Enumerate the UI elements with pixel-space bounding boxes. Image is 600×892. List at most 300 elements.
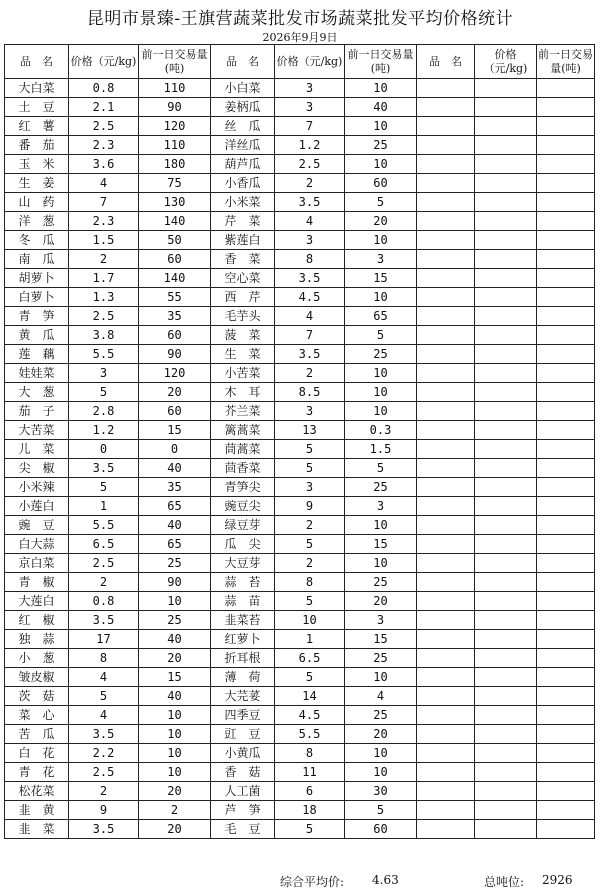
item-price-cell: 6 xyxy=(275,782,345,801)
table-row xyxy=(5,516,595,535)
empty-cell xyxy=(537,364,595,383)
item-volume-cell: 25 xyxy=(345,478,417,497)
table-row xyxy=(5,478,595,497)
item-price-cell: 2.3 xyxy=(69,212,139,231)
table-row xyxy=(5,725,595,744)
report-date: 2026年9月9日 xyxy=(262,31,338,44)
item-name-cell: 葫芦瓜 xyxy=(211,155,275,174)
empty-cell xyxy=(475,269,537,288)
empty-cell xyxy=(475,630,537,649)
item-volume-cell: 20 xyxy=(345,725,417,744)
empty-cell xyxy=(417,212,475,231)
item-price-cell: 2.5 xyxy=(69,763,139,782)
item-price-cell: 4 xyxy=(69,174,139,193)
item-volume-cell: 10 xyxy=(345,516,417,535)
empty-cell xyxy=(417,478,475,497)
total-tonnage-label: 总吨位: xyxy=(484,875,525,889)
item-price-cell: 11 xyxy=(275,763,345,782)
item-price-cell: 4 xyxy=(275,307,345,326)
item-volume-cell: 65 xyxy=(345,307,417,326)
item-price-cell: 8.5 xyxy=(275,383,345,402)
item-price-cell: 3 xyxy=(275,79,345,98)
average-price-value: 4.63 xyxy=(372,873,399,887)
item-volume-cell: 60 xyxy=(139,326,211,345)
item-volume-cell: 10 xyxy=(345,668,417,687)
header-name-3: 品 名 xyxy=(417,45,475,79)
empty-cell xyxy=(475,706,537,725)
item-volume-cell: 20 xyxy=(345,592,417,611)
item-price-cell: 1.2 xyxy=(69,421,139,440)
item-name-cell: 尖 椒 xyxy=(5,459,69,478)
item-volume-cell: 35 xyxy=(139,478,211,497)
item-volume-cell: 10 xyxy=(139,592,211,611)
item-volume-cell: 60 xyxy=(139,402,211,421)
empty-cell xyxy=(475,592,537,611)
item-price-cell: 2 xyxy=(275,516,345,535)
table-row xyxy=(5,668,595,687)
item-name-cell: 大豆芽 xyxy=(211,554,275,573)
empty-cell xyxy=(475,668,537,687)
empty-cell xyxy=(417,459,475,478)
table-row xyxy=(5,326,595,345)
empty-cell xyxy=(537,535,595,554)
empty-cell xyxy=(475,497,537,516)
item-name-cell: 山 药 xyxy=(5,193,69,212)
empty-cell xyxy=(475,155,537,174)
average-price-label: 综合平均价: xyxy=(280,875,345,889)
item-name-cell: 韭 黄 xyxy=(5,801,69,820)
item-volume-cell: 15 xyxy=(139,668,211,687)
item-volume-cell: 30 xyxy=(345,782,417,801)
item-price-cell: 1 xyxy=(275,630,345,649)
empty-cell xyxy=(417,79,475,98)
item-name-cell: 蒜 苔 xyxy=(211,573,275,592)
empty-cell xyxy=(417,231,475,250)
item-price-cell: 6.5 xyxy=(69,535,139,554)
item-name-cell: 小黄瓜 xyxy=(211,744,275,763)
item-name-cell: 豌 豆 xyxy=(5,516,69,535)
item-price-cell: 3 xyxy=(275,98,345,117)
item-price-cell: 10 xyxy=(275,611,345,630)
item-name-cell: 西 芹 xyxy=(211,288,275,307)
empty-cell xyxy=(417,402,475,421)
item-name-cell: 大苦菜 xyxy=(5,421,69,440)
item-volume-cell: 10 xyxy=(345,117,417,136)
item-price-cell: 1.5 xyxy=(69,231,139,250)
empty-cell xyxy=(417,98,475,117)
header-price-3: 价格（元/kg) xyxy=(475,45,537,79)
item-volume-cell: 15 xyxy=(345,630,417,649)
empty-cell xyxy=(537,269,595,288)
item-name-cell: 丝 瓜 xyxy=(211,117,275,136)
item-price-cell: 2 xyxy=(69,782,139,801)
empty-cell xyxy=(475,326,537,345)
item-price-cell: 3.5 xyxy=(275,193,345,212)
empty-cell xyxy=(417,307,475,326)
empty-cell xyxy=(417,364,475,383)
item-volume-cell: 90 xyxy=(139,345,211,364)
item-volume-cell: 10 xyxy=(139,744,211,763)
item-volume-cell: 20 xyxy=(139,820,211,839)
item-volume-cell: 65 xyxy=(139,535,211,554)
item-name-cell: 白大蒜 xyxy=(5,535,69,554)
item-price-cell: 2.5 xyxy=(69,117,139,136)
empty-cell xyxy=(475,288,537,307)
item-name-cell: 绿豆芽 xyxy=(211,516,275,535)
item-volume-cell: 3 xyxy=(345,611,417,630)
item-volume-cell: 15 xyxy=(345,535,417,554)
item-volume-cell: 25 xyxy=(345,136,417,155)
empty-cell xyxy=(417,383,475,402)
empty-cell xyxy=(537,497,595,516)
empty-cell xyxy=(475,516,537,535)
empty-cell xyxy=(537,383,595,402)
table-row xyxy=(5,649,595,668)
table-row xyxy=(5,706,595,725)
table-row xyxy=(5,383,595,402)
item-volume-cell: 120 xyxy=(139,364,211,383)
empty-cell xyxy=(417,250,475,269)
item-name-cell: 苦 瓜 xyxy=(5,725,69,744)
empty-cell xyxy=(537,763,595,782)
page-title: 昆明市景臻-王旗营蔬菜批发市场蔬菜批发平均价格统计 xyxy=(86,9,514,29)
item-name-cell: 薄 荷 xyxy=(211,668,275,687)
empty-cell xyxy=(417,782,475,801)
item-name-cell: 篱蒿菜 xyxy=(211,421,275,440)
table-row xyxy=(5,269,595,288)
item-price-cell: 5 xyxy=(275,440,345,459)
item-volume-cell: 60 xyxy=(345,820,417,839)
item-name-cell: 菜 心 xyxy=(5,706,69,725)
header-volume-2: 前一日交易量(吨) xyxy=(345,45,417,79)
item-name-cell: 紫莲白 xyxy=(211,231,275,250)
empty-cell xyxy=(417,725,475,744)
item-volume-cell: 140 xyxy=(139,269,211,288)
item-name-cell: 茄 子 xyxy=(5,402,69,421)
table-row xyxy=(5,554,595,573)
item-price-cell: 4 xyxy=(275,212,345,231)
empty-cell xyxy=(537,212,595,231)
empty-cell xyxy=(537,630,595,649)
item-name-cell: 莲 藕 xyxy=(5,345,69,364)
item-name-cell: 红 薯 xyxy=(5,117,69,136)
empty-cell xyxy=(537,421,595,440)
item-price-cell: 5 xyxy=(275,535,345,554)
item-volume-cell: 50 xyxy=(139,231,211,250)
empty-cell xyxy=(417,554,475,573)
item-volume-cell: 10 xyxy=(345,288,417,307)
item-volume-cell: 5 xyxy=(345,459,417,478)
item-price-cell: 5 xyxy=(69,687,139,706)
item-price-cell: 0 xyxy=(69,440,139,459)
empty-cell xyxy=(537,459,595,478)
table-row xyxy=(5,307,595,326)
item-price-cell: 9 xyxy=(275,497,345,516)
item-volume-cell: 10 xyxy=(139,763,211,782)
item-volume-cell: 35 xyxy=(139,307,211,326)
item-price-cell: 18 xyxy=(275,801,345,820)
empty-cell xyxy=(417,801,475,820)
item-price-cell: 2 xyxy=(275,554,345,573)
empty-cell xyxy=(537,402,595,421)
item-volume-cell: 25 xyxy=(345,345,417,364)
item-price-cell: 5 xyxy=(275,668,345,687)
table-row xyxy=(5,440,595,459)
item-volume-cell: 10 xyxy=(345,155,417,174)
table-header-row xyxy=(5,45,595,79)
item-price-cell: 17 xyxy=(69,630,139,649)
table-row xyxy=(5,782,595,801)
item-price-cell: 2.5 xyxy=(275,155,345,174)
item-volume-cell: 0 xyxy=(139,440,211,459)
item-volume-cell: 15 xyxy=(139,421,211,440)
empty-cell xyxy=(475,763,537,782)
item-price-cell: 6.5 xyxy=(275,649,345,668)
item-price-cell: 5 xyxy=(69,478,139,497)
empty-cell xyxy=(417,136,475,155)
empty-cell xyxy=(417,763,475,782)
item-name-cell: 香 菇 xyxy=(211,763,275,782)
table-row xyxy=(5,459,595,478)
item-price-cell: 5 xyxy=(69,383,139,402)
item-name-cell: 芥兰菜 xyxy=(211,402,275,421)
item-name-cell: 茼蒿菜 xyxy=(211,440,275,459)
table-row xyxy=(5,364,595,383)
item-price-cell: 2.1 xyxy=(69,98,139,117)
item-price-cell: 3 xyxy=(275,402,345,421)
item-price-cell: 5 xyxy=(275,592,345,611)
item-name-cell: 姜柄瓜 xyxy=(211,98,275,117)
empty-cell xyxy=(537,136,595,155)
empty-cell xyxy=(417,649,475,668)
item-name-cell: 小 葱 xyxy=(5,649,69,668)
item-volume-cell: 40 xyxy=(139,687,211,706)
item-name-cell: 小莲白 xyxy=(5,497,69,516)
item-volume-cell: 3 xyxy=(345,497,417,516)
item-name-cell: 胡萝卜 xyxy=(5,269,69,288)
item-name-cell: 空心菜 xyxy=(211,269,275,288)
item-volume-cell: 10 xyxy=(345,364,417,383)
empty-cell xyxy=(417,744,475,763)
table-row xyxy=(5,611,595,630)
table-row xyxy=(5,79,595,98)
item-volume-cell: 75 xyxy=(139,174,211,193)
item-volume-cell: 40 xyxy=(139,459,211,478)
table-row xyxy=(5,212,595,231)
item-price-cell: 3.8 xyxy=(69,326,139,345)
item-volume-cell: 130 xyxy=(139,193,211,212)
item-volume-cell: 10 xyxy=(345,231,417,250)
item-name-cell: 韭 菜 xyxy=(5,820,69,839)
item-name-cell: 生 菜 xyxy=(211,345,275,364)
table-row xyxy=(5,250,595,269)
item-volume-cell: 20 xyxy=(345,212,417,231)
item-name-cell: 四季豆 xyxy=(211,706,275,725)
empty-cell xyxy=(475,307,537,326)
empty-cell xyxy=(537,649,595,668)
item-name-cell: 人工菌 xyxy=(211,782,275,801)
empty-cell xyxy=(417,592,475,611)
item-price-cell: 1.2 xyxy=(275,136,345,155)
empty-cell xyxy=(475,79,537,98)
table-row xyxy=(5,193,595,212)
empty-cell xyxy=(475,402,537,421)
header-volume-3: 前一日交易量(吨) xyxy=(537,45,595,79)
item-price-cell: 3.5 xyxy=(275,269,345,288)
empty-cell xyxy=(417,174,475,193)
item-name-cell: 青 花 xyxy=(5,763,69,782)
item-name-cell: 菠 菜 xyxy=(211,326,275,345)
empty-cell xyxy=(417,497,475,516)
item-volume-cell: 90 xyxy=(139,573,211,592)
empty-cell xyxy=(475,231,537,250)
item-name-cell: 冬 瓜 xyxy=(5,231,69,250)
item-name-cell: 娃娃菜 xyxy=(5,364,69,383)
item-name-cell: 芦 笋 xyxy=(211,801,275,820)
item-price-cell: 2 xyxy=(275,174,345,193)
header-name-2: 品 名 xyxy=(211,45,275,79)
empty-cell xyxy=(475,364,537,383)
empty-cell xyxy=(537,307,595,326)
item-price-cell: 3.6 xyxy=(69,155,139,174)
empty-cell xyxy=(417,573,475,592)
item-name-cell: 小米辣 xyxy=(5,478,69,497)
item-volume-cell: 25 xyxy=(345,573,417,592)
item-name-cell: 大 葱 xyxy=(5,383,69,402)
empty-cell xyxy=(417,535,475,554)
empty-cell xyxy=(537,250,595,269)
item-volume-cell: 25 xyxy=(345,706,417,725)
item-volume-cell: 65 xyxy=(139,497,211,516)
empty-cell xyxy=(537,193,595,212)
empty-cell xyxy=(537,155,595,174)
item-name-cell: 白萝卜 xyxy=(5,288,69,307)
empty-cell xyxy=(475,98,537,117)
table-row xyxy=(5,117,595,136)
item-name-cell: 豇 豆 xyxy=(211,725,275,744)
empty-cell xyxy=(537,516,595,535)
empty-cell xyxy=(417,269,475,288)
item-volume-cell: 120 xyxy=(139,117,211,136)
empty-cell xyxy=(417,326,475,345)
item-price-cell: 3 xyxy=(69,364,139,383)
item-volume-cell: 25 xyxy=(139,554,211,573)
empty-cell xyxy=(475,744,537,763)
item-price-cell: 7 xyxy=(275,117,345,136)
empty-cell xyxy=(537,440,595,459)
item-name-cell: 生 姜 xyxy=(5,174,69,193)
empty-cell xyxy=(475,611,537,630)
empty-cell xyxy=(537,725,595,744)
empty-cell xyxy=(475,193,537,212)
empty-cell xyxy=(475,801,537,820)
item-name-cell: 儿 菜 xyxy=(5,440,69,459)
empty-cell xyxy=(417,440,475,459)
item-volume-cell: 10 xyxy=(139,706,211,725)
item-price-cell: 13 xyxy=(275,421,345,440)
table-row xyxy=(5,231,595,250)
table-body xyxy=(5,79,595,839)
item-name-cell: 大芫荽 xyxy=(211,687,275,706)
item-name-cell: 毛 豆 xyxy=(211,820,275,839)
table-row xyxy=(5,136,595,155)
item-name-cell: 玉 米 xyxy=(5,155,69,174)
empty-cell xyxy=(475,440,537,459)
item-price-cell: 2.2 xyxy=(69,744,139,763)
empty-cell xyxy=(475,820,537,839)
table-row xyxy=(5,744,595,763)
empty-cell xyxy=(475,174,537,193)
item-price-cell: 5.5 xyxy=(275,725,345,744)
empty-cell xyxy=(537,554,595,573)
item-volume-cell: 5 xyxy=(345,193,417,212)
empty-cell xyxy=(417,117,475,136)
item-volume-cell: 40 xyxy=(139,516,211,535)
item-price-cell: 2 xyxy=(69,250,139,269)
table-row xyxy=(5,497,595,516)
header-name-1: 品 名 xyxy=(5,45,69,79)
table-row xyxy=(5,820,595,839)
item-volume-cell: 10 xyxy=(345,744,417,763)
item-name-cell: 木 耳 xyxy=(211,383,275,402)
item-price-cell: 8 xyxy=(69,649,139,668)
table-row xyxy=(5,288,595,307)
price-table xyxy=(4,44,595,839)
item-name-cell: 瓜 尖 xyxy=(211,535,275,554)
item-price-cell: 8 xyxy=(275,573,345,592)
table-row xyxy=(5,155,595,174)
item-name-cell: 蒜 苗 xyxy=(211,592,275,611)
item-volume-cell: 25 xyxy=(139,611,211,630)
empty-cell xyxy=(417,687,475,706)
empty-cell xyxy=(417,155,475,174)
item-price-cell: 2.3 xyxy=(69,136,139,155)
empty-cell xyxy=(417,288,475,307)
item-price-cell: 0.8 xyxy=(69,592,139,611)
empty-cell xyxy=(537,117,595,136)
item-name-cell: 独 蒜 xyxy=(5,630,69,649)
empty-cell xyxy=(537,478,595,497)
item-volume-cell: 110 xyxy=(139,136,211,155)
item-volume-cell: 20 xyxy=(139,782,211,801)
item-price-cell: 3 xyxy=(275,231,345,250)
item-volume-cell: 40 xyxy=(139,630,211,649)
empty-cell xyxy=(537,611,595,630)
item-volume-cell: 10 xyxy=(345,383,417,402)
empty-cell xyxy=(537,706,595,725)
table-row xyxy=(5,174,595,193)
item-price-cell: 1 xyxy=(69,497,139,516)
item-volume-cell: 60 xyxy=(139,250,211,269)
item-volume-cell: 25 xyxy=(345,649,417,668)
item-volume-cell: 10 xyxy=(345,402,417,421)
empty-cell xyxy=(417,193,475,212)
item-price-cell: 8 xyxy=(275,744,345,763)
item-volume-cell: 10 xyxy=(345,554,417,573)
empty-cell xyxy=(475,383,537,402)
item-volume-cell: 5 xyxy=(345,801,417,820)
table-row xyxy=(5,630,595,649)
table-row xyxy=(5,573,595,592)
empty-cell xyxy=(537,782,595,801)
empty-cell xyxy=(475,687,537,706)
item-name-cell: 松花菜 xyxy=(5,782,69,801)
item-price-cell: 0.8 xyxy=(69,79,139,98)
table-row xyxy=(5,535,595,554)
item-volume-cell: 55 xyxy=(139,288,211,307)
empty-cell xyxy=(417,516,475,535)
empty-cell xyxy=(475,649,537,668)
